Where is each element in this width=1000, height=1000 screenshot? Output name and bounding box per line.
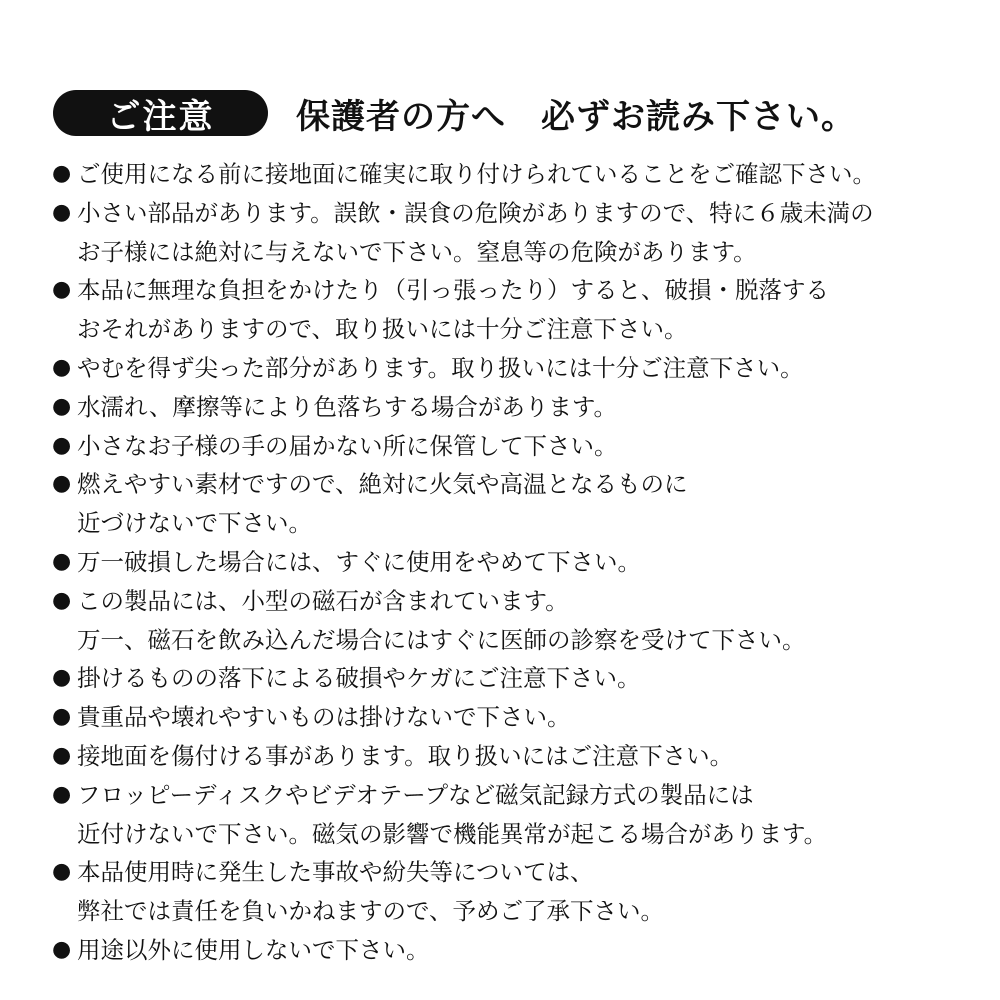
notice-item [52, 271, 982, 349]
notice-item [52, 931, 982, 970]
notice-text: 本品に無理な負担をかけたり（引っ張ったり）すると、破損・脱落する [77, 276, 829, 305]
notice-list [52, 155, 982, 970]
notice-item [52, 698, 982, 737]
bullet-icon: ● [52, 548, 72, 574]
bullet-icon: ● [52, 199, 72, 225]
notice-text: 小さなお子様の手の届かない所に保管して下さい。 [77, 431, 618, 460]
notice-text: 接地面を傷付ける事があります。取り扱いにはご注意下さい。 [77, 741, 734, 770]
notice-text: 弊社では責任を負いかねますので、予めご了承下さい。 [77, 897, 665, 926]
notice-item [52, 427, 982, 466]
notice-text: お子様には絶対に与えないで下さい。窒息等の危険があります。 [77, 237, 757, 266]
notice-text: 本品使用時に発生した事故や紛失等については、 [77, 858, 594, 887]
notice-item [52, 582, 982, 660]
bullet-icon: ● [52, 781, 72, 807]
notice-text: ご使用になる前に接地面に確実に取り付けられていることをご確認下さい。 [77, 160, 876, 188]
notice-text: 水濡れ、摩擦等により色落ちする場合があります。 [77, 392, 618, 421]
bullet-icon: ● [52, 471, 72, 497]
bullet-icon: ● [52, 393, 72, 419]
bullet-icon: ● [52, 665, 72, 691]
bullet-icon: ● [52, 859, 72, 885]
notice-text: おそれがありますので、取り扱いには十分ご注意下さい。 [77, 315, 688, 344]
bullet-icon: ● [52, 161, 72, 186]
notice-item [52, 737, 982, 776]
bullet-icon: ● [52, 354, 72, 380]
bullet-icon: ● [52, 432, 72, 458]
bullet-icon: ● [52, 277, 72, 303]
notice-item [52, 155, 982, 194]
notice-item [52, 388, 982, 427]
notice-text: 万一破損した場合には、すぐに使用をやめて下さい。 [77, 547, 641, 576]
notice-text: 掛けるものの落下による破損やケガにご注意下さい。 [77, 664, 641, 693]
notice-text: 小さい部品があります。誤飲・誤食の危険がありますので、特に６歳未満の [77, 198, 874, 227]
bullet-icon: ● [52, 587, 72, 613]
notice-item [52, 776, 982, 854]
notice-text: 燃えやすい素材ですので、絶対に火気や高温となるものに [77, 470, 688, 499]
notice-text: 用途以外に使用しないで下さい。 [77, 935, 430, 964]
notice-item [52, 465, 982, 543]
notice-text: やむを得ず尖った部分があります。取り扱いには十分ご注意下さい。 [77, 353, 804, 382]
notice-item [52, 659, 982, 698]
notice-text: 貴重品や壊れやすいものは掛けないで下さい。 [77, 703, 571, 732]
page-title: 保護者の方へ 必ずお読み下さい。 [296, 96, 856, 137]
bullet-icon: ● [52, 936, 72, 962]
notice-item [52, 543, 982, 582]
notice-item [52, 853, 982, 931]
notice-text: フロッピーディスクやビデオテープなど磁気記録方式の製品には [77, 780, 754, 809]
caution-badge: ご注意 [53, 90, 268, 136]
notice-text: 万一、磁石を飲み込んだ場合にはすぐに医師の診察を受けて下さい。 [77, 625, 806, 654]
bullet-icon: ● [52, 742, 72, 768]
notice-text: 近付けないで下さい。磁気の影響で機能異常が起こる場合があります。 [77, 819, 828, 848]
header [53, 88, 856, 138]
bullet-icon: ● [52, 704, 72, 730]
notice-text: この製品には、小型の磁石が含まれています。 [77, 586, 569, 615]
notice-item [52, 194, 982, 272]
notice-item [52, 349, 982, 388]
notice-text: 近づけないで下さい。 [77, 509, 312, 538]
